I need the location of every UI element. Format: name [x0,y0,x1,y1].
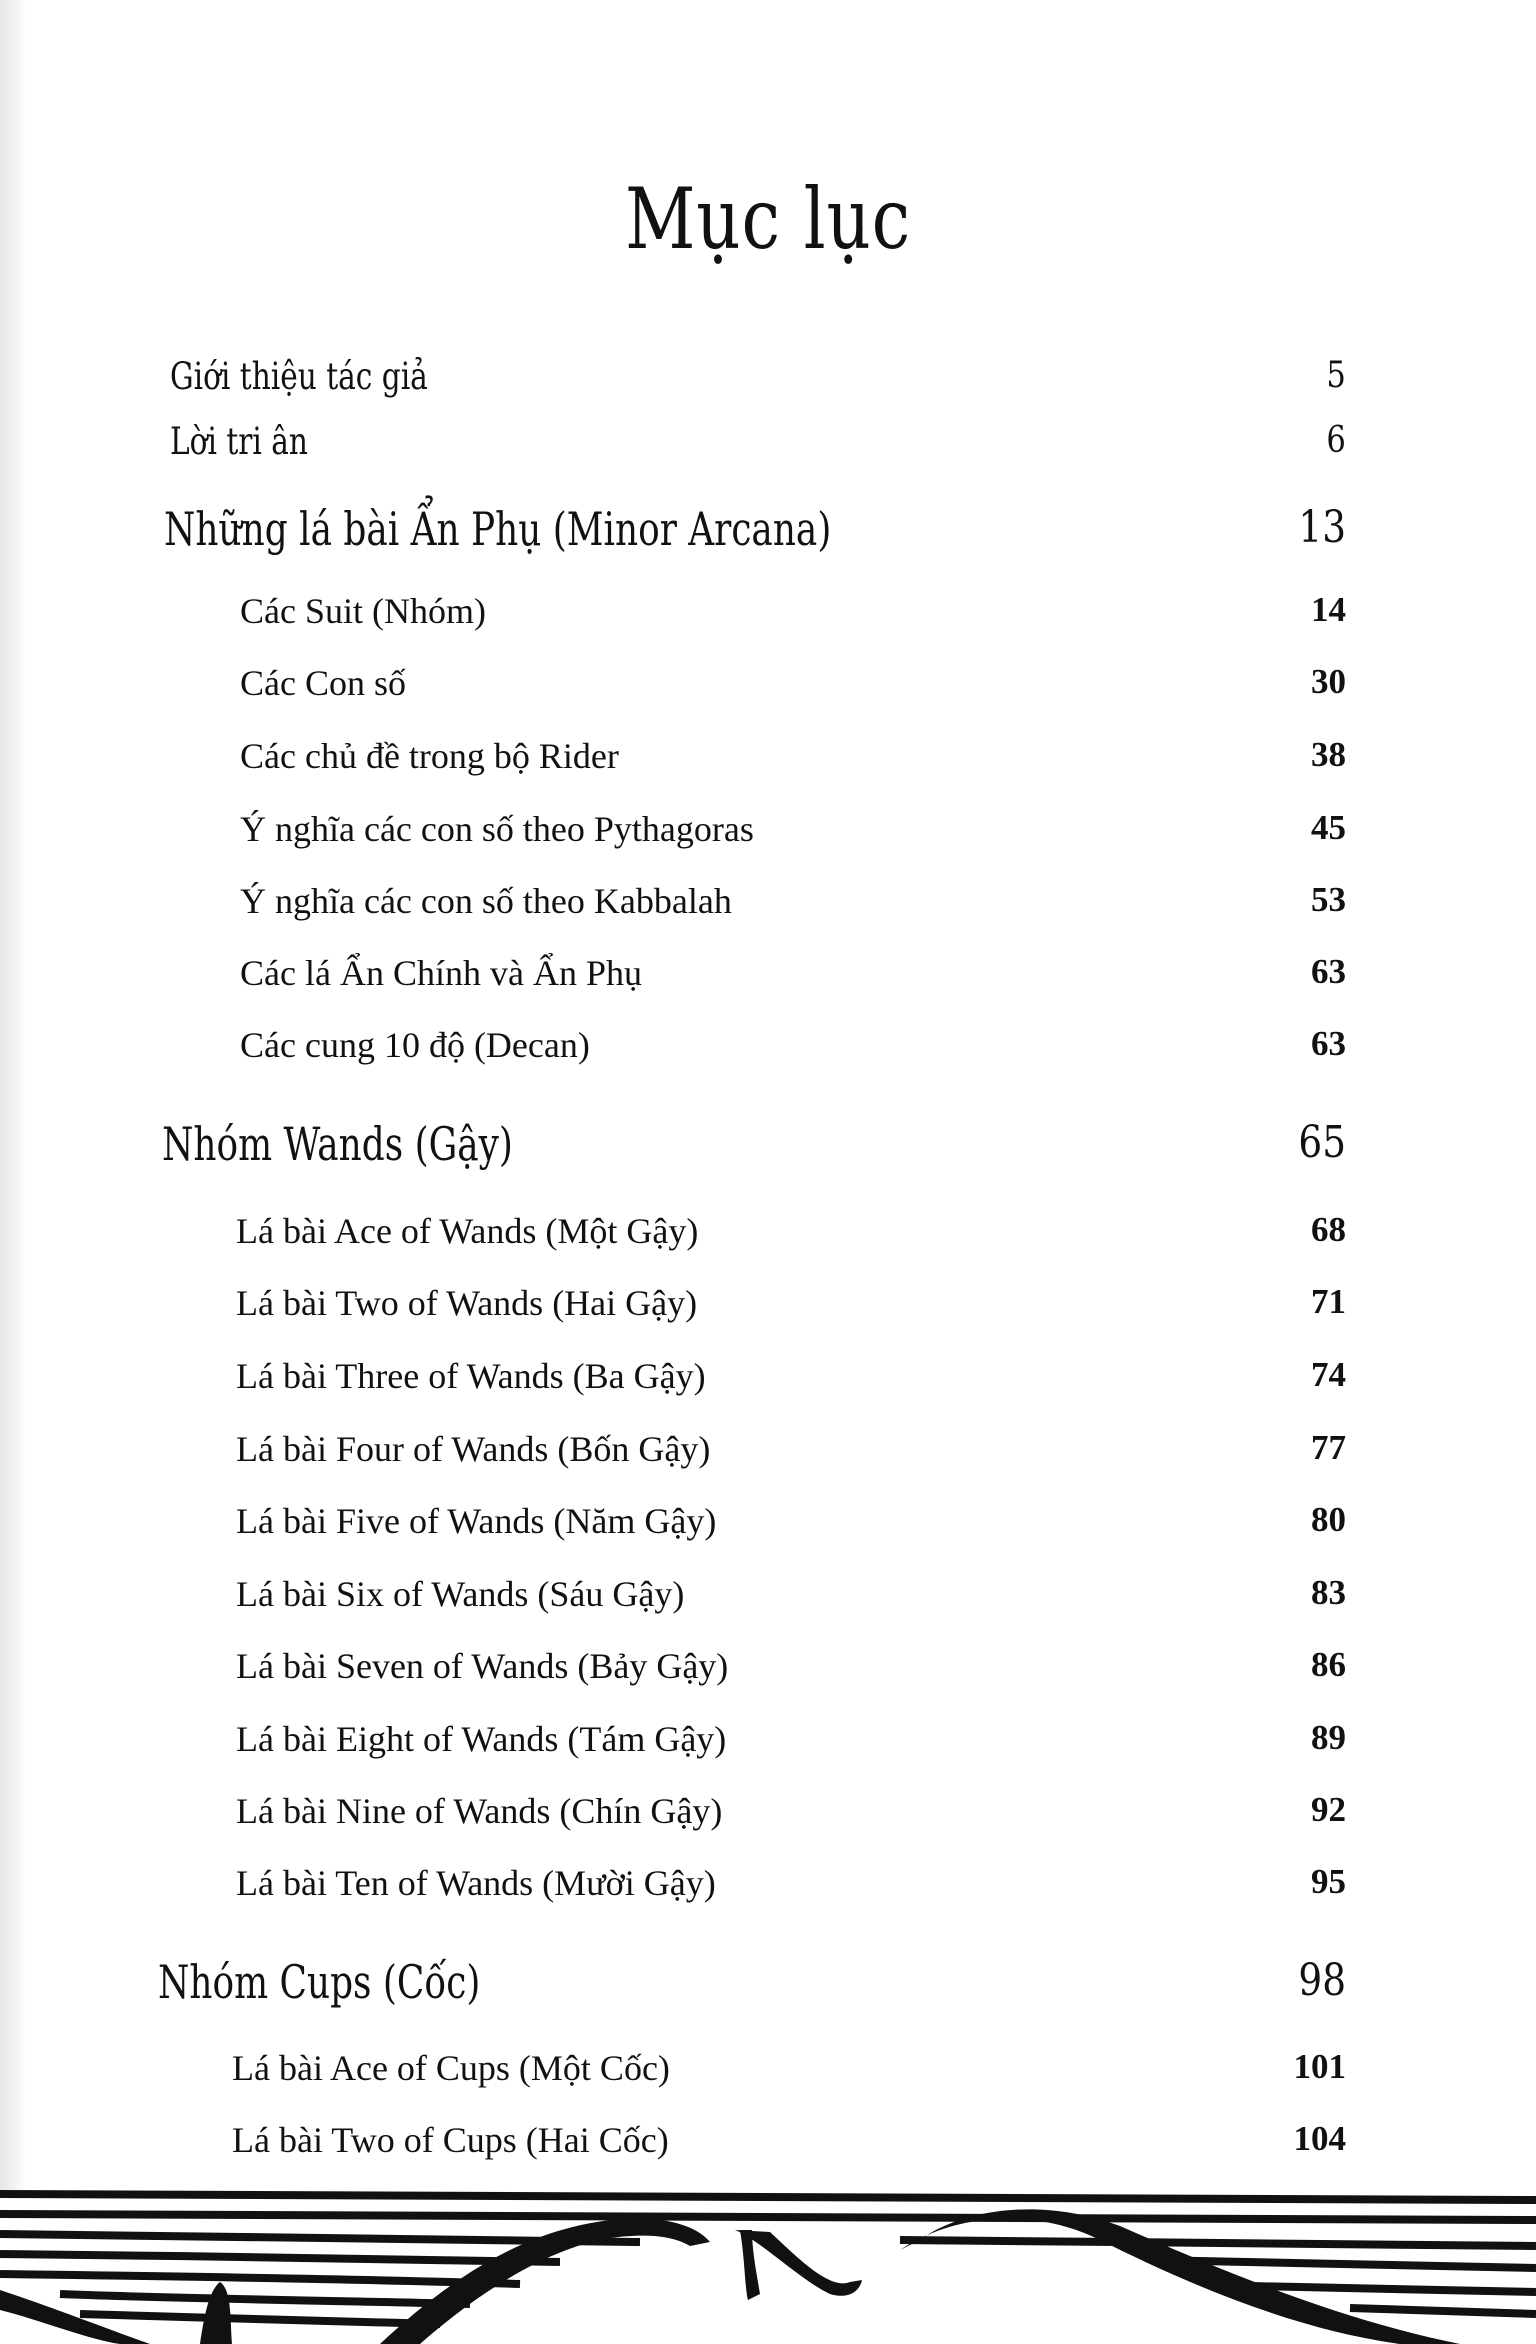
toc-entry[interactable] [0,355,1536,415]
toc-page-number: 6 [1326,420,1346,461]
toc-entry-label: Lá bài Six of Wands (Sáu Gậy) [236,1574,685,1614]
toc-page-number: 65 [1298,1117,1346,1168]
toc-page-number: 83 [1311,1573,1346,1612]
toc-page-number: 13 [1298,502,1346,553]
toc-entry-label: Nhóm Wands (Gậy) [162,1117,513,1171]
toc-entry[interactable] [0,952,1536,1012]
toc-section-heading[interactable] [0,1955,1536,2015]
toc-page-number: 5 [1326,355,1346,396]
toc-entry-label: Lá bài Eight of Wands (Tám Gậy) [236,1719,727,1759]
toc-page-number: 14 [1311,590,1346,629]
toc-page-number: 63 [1311,952,1346,991]
toc-page-number: 98 [1298,1955,1346,2006]
toc-entry-label: Lá bài Nine of Wands (Chín Gậy) [236,1791,723,1831]
toc-entry-label: Các lá Ẩn Chính và Ẩn Phụ [240,953,642,993]
toc-section-heading[interactable] [0,1117,1536,1177]
toc-entry[interactable] [0,590,1536,650]
toc-entry-label: Những lá bài Ẩn Phụ (Minor Arcana) [164,502,832,556]
toc-entry-label: Ý nghĩa các con số theo Kabbalah [240,881,732,921]
toc-entry-label: Lá bài Two of Wands (Hai Gậy) [236,1283,698,1323]
toc-entry[interactable] [0,1428,1536,1488]
toc-entry[interactable] [0,2119,1536,2179]
toc-entry-label: Giới thiệu tác giả [170,355,428,398]
toc-page-number: 89 [1311,1718,1346,1757]
toc-page-number: 92 [1311,1790,1346,1829]
ornamental-wave-border-icon [0,2190,1536,2344]
toc-entry[interactable] [0,735,1536,795]
toc-page-number: 74 [1311,1355,1346,1394]
toc-entry-label: Lá bài Three of Wands (Ba Gậy) [236,1356,706,1396]
toc-entry[interactable] [0,420,1536,480]
toc-entry-label: Nhóm Cups (Cốc) [158,1955,481,2009]
toc-entry-label: Các cung 10 độ (Decan) [240,1025,590,1065]
toc-page-number: 68 [1311,1210,1346,1249]
toc-entry-label: Lá bài Ace of Wands (Một Gậy) [236,1211,699,1251]
toc-page-number: 38 [1311,735,1346,774]
toc-page-number: 77 [1311,1428,1346,1467]
toc-entry[interactable] [0,1024,1536,1084]
toc-entry[interactable] [0,662,1536,722]
toc-page-number: 53 [1311,880,1346,919]
toc-entry[interactable] [0,1862,1536,1922]
toc-entry-label: Lá bài Two of Cups (Hai Cốc) [232,2120,669,2160]
toc-entry[interactable] [0,1718,1536,1778]
toc-entry[interactable] [0,1573,1536,1633]
toc-entry-label: Lời tri ân [170,420,308,463]
toc-page-number: 45 [1311,808,1346,847]
toc-entry[interactable] [0,1790,1536,1850]
toc-entry[interactable] [0,1645,1536,1705]
toc-entry[interactable] [0,880,1536,940]
toc-entry[interactable] [0,1500,1536,1560]
toc-entry-label: Các Con số [240,663,406,703]
toc-entry-label: Lá bài Ten of Wands (Mười Gậy) [236,1863,716,1903]
toc-page-number: 86 [1311,1645,1346,1684]
toc-page-number: 95 [1311,1862,1346,1901]
toc-entry[interactable] [0,808,1536,868]
toc-page-number: 30 [1311,662,1346,701]
toc-entry-label: Các chủ đề trong bộ Rider [240,736,619,776]
toc-page-number: 63 [1311,1024,1346,1063]
toc-entry[interactable] [0,1355,1536,1415]
toc-entry[interactable] [0,2047,1536,2107]
toc-entry-label: Lá bài Seven of Wands (Bảy Gậy) [236,1646,729,1686]
toc-entry[interactable] [0,1210,1536,1270]
page-title: Mục lục [624,170,912,268]
toc-entry-label: Lá bài Five of Wands (Năm Gậy) [236,1501,717,1541]
toc-page-number: 104 [1293,2119,1346,2158]
toc-entry-label: Lá bài Ace of Cups (Một Cốc) [232,2048,670,2088]
toc-entry-label: Các Suit (Nhóm) [240,591,486,631]
toc-page-number: 101 [1293,2047,1346,2086]
toc-page-number: 71 [1311,1282,1346,1321]
toc-section-heading[interactable] [0,502,1536,562]
toc-entry[interactable] [0,1282,1536,1342]
toc-page-number: 80 [1311,1500,1346,1539]
toc-entry-label: Ý nghĩa các con số theo Pythagoras [240,809,754,849]
toc-entry-label: Lá bài Four of Wands (Bốn Gậy) [236,1429,711,1469]
